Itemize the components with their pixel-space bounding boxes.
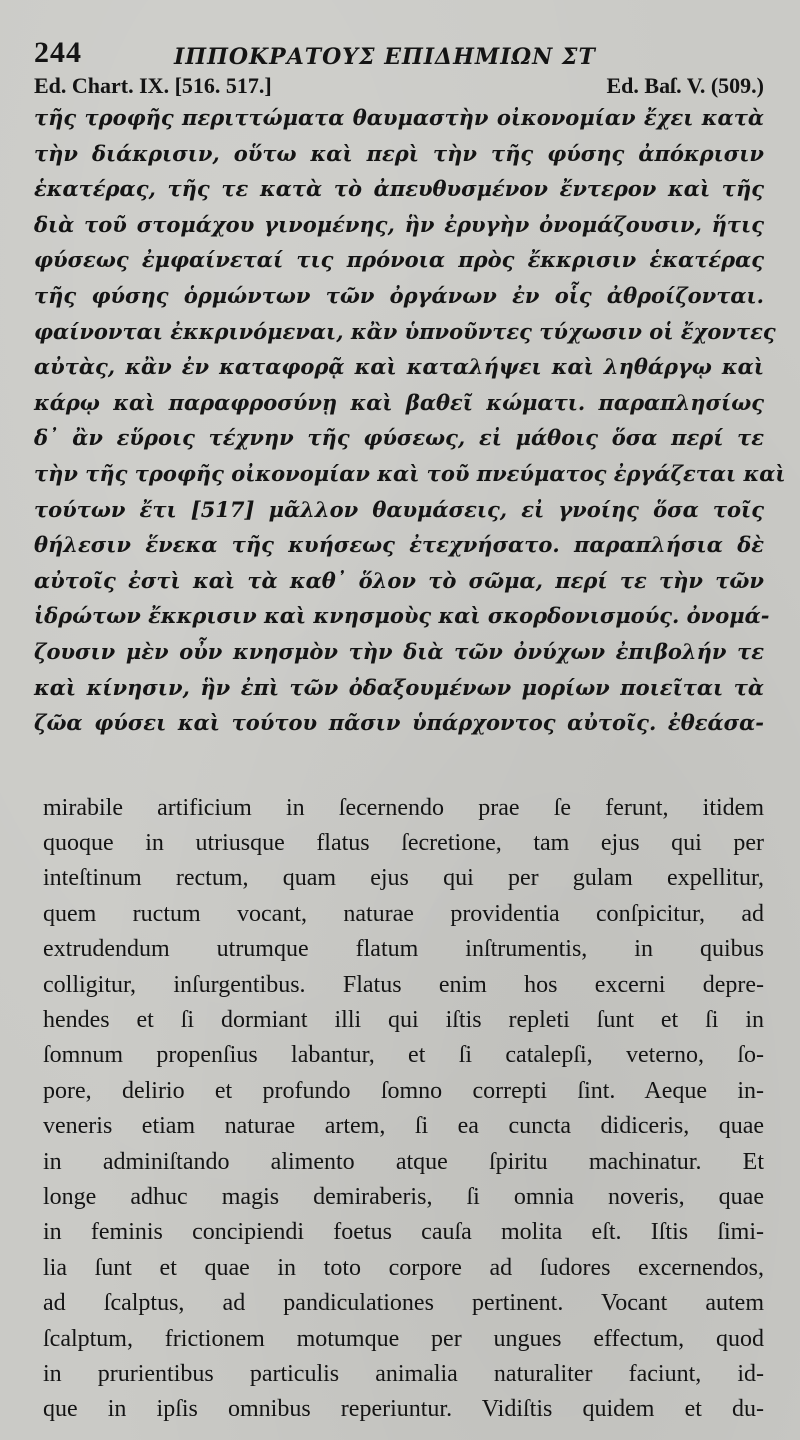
latin-text-line: in adminiſtando alimento atque ſpiritu machinatur. Et	[43, 1148, 764, 1175]
greek-text-line: καὶ κίνησιν, ἣν ἐπὶ τῶν ὀδαξουμένων μορίων ποιεῖται τὰ	[34, 674, 764, 700]
latin-text-line: quoque in utriusque flatus ſecretione, tam ejus qui per	[43, 830, 764, 857]
latin-text-line: ſcalptum, frictionem motumque per ungues effectum, quod	[43, 1325, 764, 1352]
latin-text-line: lia ſunt et quae in toto corpore ad ſudores excernendos,	[43, 1254, 764, 1281]
greek-text-line: τῆς τροφῆς περιττώματα θαυμαστὴν οἰκονομίαν ἔχει κατὰ	[34, 105, 764, 130]
latin-text-line: in prurientibus particulis animalia naturaliter faciunt, id-	[43, 1360, 764, 1387]
latin-text-line: colligitur, inſurgentibus. Flatus enim hos excerni depre-	[43, 971, 764, 998]
latin-text-line: in feminis concipiendi foetus cauſa molita eſt. Iſtis ſimi-	[43, 1219, 764, 1246]
latin-text-line: extrudendum utrumque flatum inſtrumentis, in quibus	[43, 936, 764, 963]
latin-text-line: longe adhuc magis demiraberis, ſi omnia noveris, quae	[43, 1183, 764, 1210]
greek-text-line: ζῶα φύσει καὶ τούτου πᾶσιν ὑπάρχοντος αὐτοῖς. ἐθεάσα-	[34, 710, 764, 736]
latin-text-line: mirabile artificium in ſecernendo prae ſe ferunt, itidem	[43, 794, 764, 821]
latin-text-line: pore, delirio et profundo ſomno correpti ſint. Aeque in-	[43, 1077, 764, 1104]
latin-translation-block	[34, 791, 764, 1428]
latin-text-line: que in ipſis omnibus reperiuntur. Vidiſtis quidem et du-	[43, 1396, 764, 1423]
latin-text-line: hendes et ſi dormiant illi qui iſtis repleti ſunt et ſi in	[43, 1007, 764, 1034]
latin-text-line: quem ructum vocant, naturae providentia conſpicitur, ad	[43, 900, 764, 927]
latin-text-line: veneris etiam naturae artem, ſi ea cuncta didiceris, quae	[43, 1113, 764, 1140]
greek-text-line: κάρῳ καὶ παραφροσύνῃ καὶ βαθεῖ κώματι. παραπλησίως	[34, 389, 764, 415]
running-title: ΙΠΠΟΚΡΑΤΟΥΣ ΕΠΙΔΗΜΙΩΝ ΣΤ	[174, 44, 596, 70]
latin-text-line: ſomnum propenſius labantur, et ſi catalepſi, veterno, ſo-	[43, 1042, 764, 1069]
page-number: 244	[34, 36, 82, 69]
greek-text-line: τὴν διάκρισιν, οὕτω καὶ περὶ τὴν τῆς φύσης ἀπόκρισιν	[34, 140, 764, 166]
greek-text-line: φύσεως ἐμφαίνεταί τις πρόνοια πρὸς ἔκκρισιν ἑκατέρας	[34, 247, 764, 273]
greek-text-line: ἱδρώτων ἔκκρισιν καὶ κνησμοὺς καὶ σκορδονισμούς. ὀνομά-	[34, 603, 770, 629]
greek-text-line: φαίνονται ἐκκρινόμεναι, κἂν ὑπνοῦντες τύχωσιν οἱ ἔχοντες	[34, 318, 776, 344]
greek-text-line: δ᾽ ἂν εὕροις τέχνην τῆς φύσεως, εἰ μάθοις ὅσα περί τε	[34, 425, 764, 451]
greek-text-line: ζουσιν μὲν οὖν κνησμὸν τὴν διὰ τῶν ὀνύχων ἐπιβολήν τε	[34, 638, 764, 664]
edition-reference-line	[34, 72, 764, 100]
greek-text-line: τούτων ἔτι [517] μᾶλλον θαυμάσεις, εἰ γνοίης ὅσα τοῖς	[34, 496, 764, 522]
greek-text-line: τῆς φύσης ὁρμώντων τῶν ὀργάνων ἐν οἷς ἀθροίζονται.	[34, 282, 764, 308]
greek-text-line: αὐτὰς, κἂν ἐν καταφορᾷ καὶ καταλήψει καὶ ληθάργῳ καὶ	[34, 354, 764, 380]
greek-text-line: θήλεσιν ἕνεκα τῆς κυήσεως ἐτεχνήσατο. παραπλήσια δὲ	[34, 532, 764, 558]
running-head	[34, 30, 764, 70]
edition-basel-reference: Ed. Baſ. V. (509.)	[606, 73, 764, 98]
edition-chart-reference: Ed. Chart. IX. [516. 517.]	[34, 73, 272, 98]
section-gap	[34, 741, 764, 791]
greek-text-line: αὐτοῖς ἐστὶ καὶ τὰ καθ᾽ ὅλον τὸ σῶμα, περί τε τὴν τῶν	[34, 567, 764, 593]
greek-text-line: διὰ τοῦ στομάχου γινομένης, ἣν ἐρυγὴν ὀνομάζουσιν, ἥτις	[34, 211, 764, 237]
greek-text-line: τὴν τῆς τροφῆς οἰκονομίαν καὶ τοῦ πνεύματος ἐργάζεται καὶ	[34, 460, 786, 486]
latin-text-line: inteſtinum rectum, quam ejus qui per gulam expellitur,	[43, 865, 764, 892]
latin-text-line: ad ſcalptus, ad pandiculationes pertinent. Vocant autem	[43, 1290, 764, 1317]
greek-text-line: ἑκατέρας, τῆς τε κατὰ τὸ ἀπευθυσμένον ἔντερον καὶ τῆς	[34, 176, 764, 202]
greek-text-block	[34, 100, 786, 741]
